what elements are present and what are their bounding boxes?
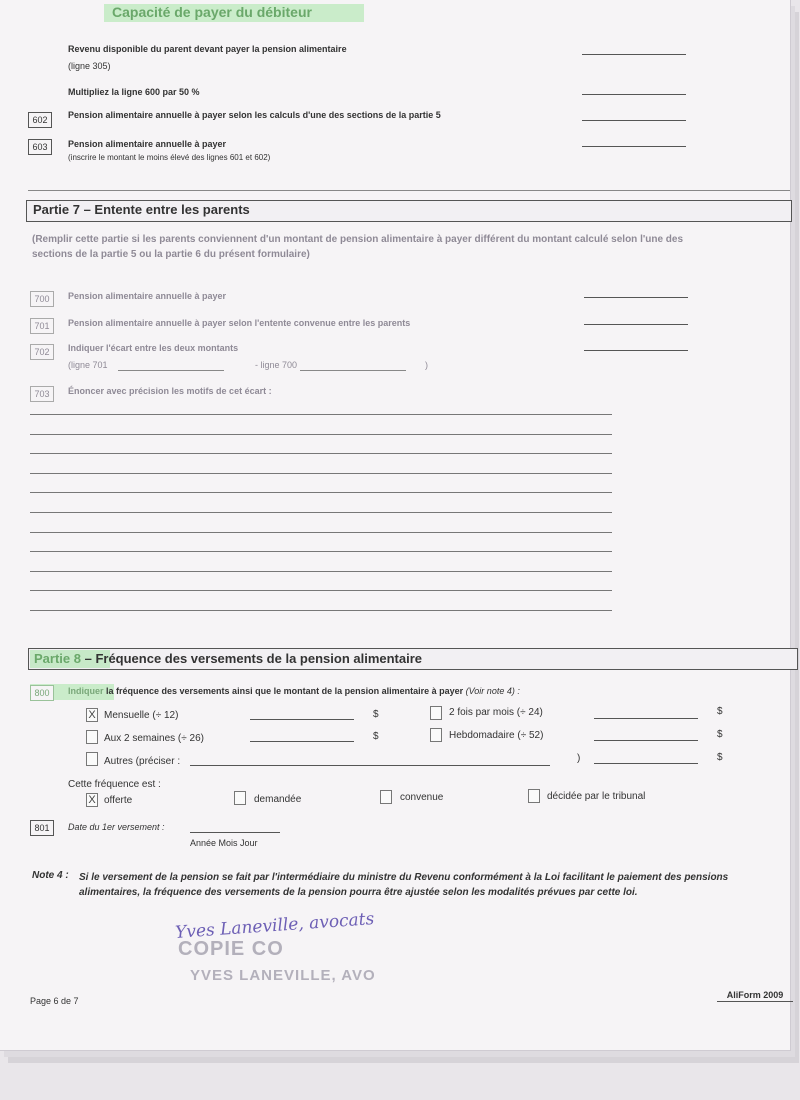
amount-hebdo[interactable] xyxy=(594,740,698,741)
line702-sub-c: ) xyxy=(425,360,428,370)
reason-ruled-line[interactable] xyxy=(30,492,612,493)
currency-autres: $ xyxy=(717,752,723,763)
line801-label: Date du 1er versement : xyxy=(68,822,165,832)
amount-aux2semaines[interactable] xyxy=(250,741,354,742)
reason-ruled-line[interactable] xyxy=(30,532,612,533)
checkbox-mensuelle[interactable]: X xyxy=(86,708,98,722)
line701-label: Pension alimentaire annuelle à payer selon l'entente convenue entre les parents xyxy=(68,318,411,328)
part8-title xyxy=(34,651,422,666)
label-hebdo: Hebdomadaire (÷ 52) xyxy=(449,730,544,741)
checkbox-2fois[interactable] xyxy=(430,706,442,720)
line801-number: 801 xyxy=(30,820,54,836)
amount-autres[interactable] xyxy=(594,763,698,764)
line603-label: Pension alimentaire annuelle à payer xyxy=(68,139,227,149)
note4-label: Note 4 : xyxy=(32,870,69,881)
page-number: Page 6 de 7 xyxy=(30,996,79,1006)
line603-field[interactable] xyxy=(582,146,686,147)
line603-number: 603 xyxy=(28,139,52,155)
label-convenue: convenue xyxy=(400,792,444,803)
reason-ruled-line[interactable] xyxy=(30,453,612,454)
line703-label: Énoncer avec précision les motifs de cet écart : xyxy=(68,386,272,396)
line702-input-a[interactable] xyxy=(118,370,224,371)
currency-mensuelle: $ xyxy=(373,709,379,720)
currency-aux2semaines: $ xyxy=(373,731,379,742)
reason-ruled-line[interactable] xyxy=(30,590,612,591)
reason-ruled-line[interactable] xyxy=(30,434,612,435)
line800-label-prefix: Indiquer xyxy=(68,686,104,696)
line702-sub-b: - ligne 700 xyxy=(255,360,298,370)
checkbox-tribunal[interactable] xyxy=(528,789,540,803)
part7-title: Partie 7 – Entente entre les parents xyxy=(33,202,250,217)
handwritten-signature: Yves Laneville, avocats xyxy=(174,909,375,943)
currency-hebdo: $ xyxy=(717,729,723,740)
line700-number: 700 xyxy=(30,291,54,307)
label-autres: Autres (préciser : xyxy=(104,756,181,767)
reason-ruled-line[interactable] xyxy=(30,512,612,513)
line702-field[interactable] xyxy=(584,350,688,351)
line701-field[interactable] xyxy=(584,324,688,325)
stamp-line-1: COPIE CO xyxy=(178,938,284,960)
amount-mensuelle[interactable] xyxy=(250,719,354,720)
checkbox-aux2semaines[interactable] xyxy=(86,730,98,744)
line702-input-b[interactable] xyxy=(300,370,406,371)
line800-note: (Voir note 4) : xyxy=(465,686,520,696)
freq-label: Cette fréquence est : xyxy=(68,779,161,790)
label-2fois: 2 fois par mois (÷ 24) xyxy=(449,707,543,718)
part7-intro: (Remplir cette partie si les parents conviennent d'un montant de pension alimentaire à payer différent du montant calculé selon l'une des sections de la partie 5 ou la partie 6 du présent formulaire) xyxy=(32,234,684,260)
reason-ruled-line[interactable] xyxy=(30,473,612,474)
line701-number: 701 xyxy=(30,318,54,334)
stamp-line-2: YVES LANEVILLE, AVO xyxy=(190,967,376,984)
part6-title: Capacité de payer du débiteur xyxy=(112,4,312,20)
line602-field[interactable] xyxy=(582,120,686,121)
reason-ruled-line[interactable] xyxy=(30,571,612,572)
line601-label: Multipliez la ligne 600 par 50 % xyxy=(68,87,200,97)
checkbox-hebdo[interactable] xyxy=(430,728,442,742)
note4-text: Si le versement de la pension se fait par l'intermédiaire du ministre du Revenu conformément à la Loi facilitant le paiement des pensions alimentaires, la fréquence des versements de la pension pourra être ajustée selon les modalités prévues par cette loi. xyxy=(79,872,729,898)
label-mensuelle: Mensuelle (÷ 12) xyxy=(104,710,179,721)
checkbox-demandee[interactable] xyxy=(234,791,246,805)
line700-field[interactable] xyxy=(584,297,688,298)
label-aux2semaines: Aux 2 semaines (÷ 26) xyxy=(104,733,204,744)
checkbox-autres[interactable] xyxy=(86,752,98,766)
brand-label: AliForm 2009 xyxy=(717,990,793,1002)
autres-field[interactable] xyxy=(190,765,550,766)
part8-title-prefix: Partie 8 xyxy=(34,651,81,666)
date-field[interactable] xyxy=(190,832,280,833)
amount-2fois[interactable] xyxy=(594,718,698,719)
line800-label xyxy=(68,686,768,696)
reason-ruled-line[interactable] xyxy=(30,551,612,552)
autres-close: ) xyxy=(577,753,581,764)
line800-label-main: la fréquence des versements ainsi que le montant de la pension alimentaire à payer xyxy=(103,686,466,696)
line703-number: 703 xyxy=(30,386,54,402)
line602-number: 602 xyxy=(28,112,52,128)
revenu-field[interactable] xyxy=(582,54,686,55)
divider xyxy=(28,190,790,191)
reason-ruled-line[interactable] xyxy=(30,610,612,611)
line603-sub: (inscrire le montant le moins élevé des lignes 601 et 602) xyxy=(68,153,271,162)
checkbox-convenue[interactable] xyxy=(380,790,392,804)
line702-label: Indiquer l'écart entre les deux montants xyxy=(68,343,239,353)
revenu-sub: (ligne 305) xyxy=(68,61,111,71)
line800-number: 800 xyxy=(30,685,54,701)
label-tribunal: décidée par le tribunal xyxy=(547,791,646,802)
revenu-label: Revenu disponible du parent devant payer la pension alimentaire xyxy=(68,44,347,54)
date-hint: Année Mois Jour xyxy=(190,838,258,848)
line702-number: 702 xyxy=(30,344,54,360)
part8-title-main: – Fréquence des versements de la pension alimentaire xyxy=(80,651,423,666)
checkbox-offerte[interactable]: X xyxy=(86,793,98,807)
line602-label: Pension alimentaire annuelle à payer selon les calculs d'une des sections de la partie 5 xyxy=(68,110,441,120)
reason-ruled-line[interactable] xyxy=(30,414,612,415)
line700-label: Pension alimentaire annuelle à payer xyxy=(68,291,227,301)
label-demandee: demandée xyxy=(254,794,302,805)
line601-field[interactable] xyxy=(582,94,686,95)
label-offerte: offerte xyxy=(104,795,133,806)
currency-2fois: $ xyxy=(717,706,723,717)
line702-sub-a: (ligne 701 xyxy=(68,360,108,370)
